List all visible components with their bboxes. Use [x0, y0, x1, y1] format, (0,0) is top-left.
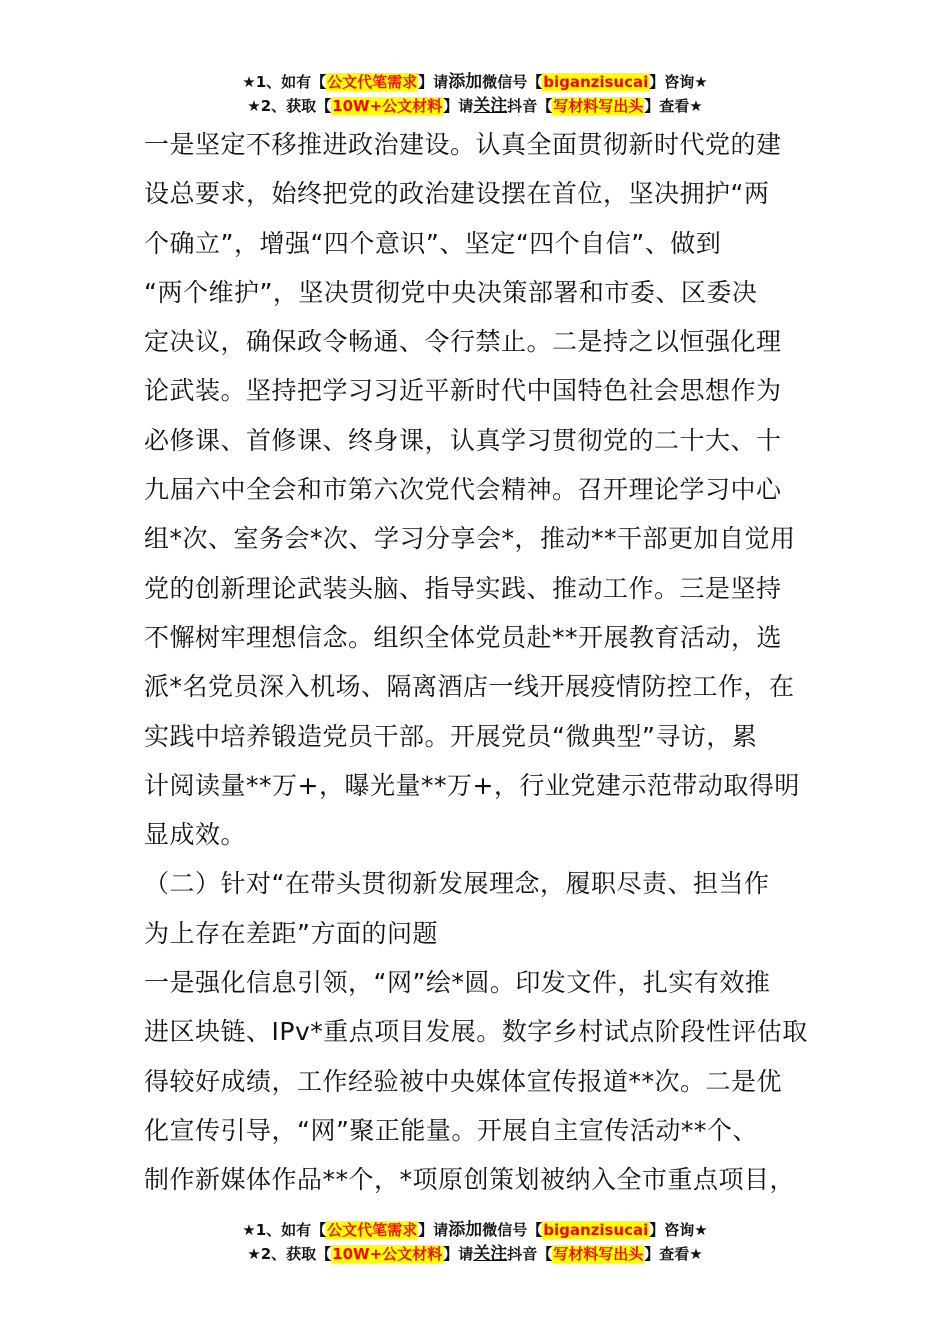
footer-promo-banner — [0, 1218, 950, 1266]
promo-text: 】请 — [443, 97, 474, 115]
section-heading-line: （二）针对“在带头贯彻新发展理念，履职尽责、担当作 — [144, 869, 770, 899]
promo-text: 】查看★ — [644, 1245, 703, 1263]
body-line: 不懈树牢理想信念。组织全体党员赴**开展教育活动，选 — [144, 622, 783, 652]
promo-text: 抖音【 — [507, 1245, 553, 1263]
body-line: 个确立”，增强“四个意识”、坚定“四个自信”、做到 — [144, 228, 722, 258]
promo-text: ★2、获取【 — [247, 97, 332, 115]
promo-douyin-id: 写材料写出头 — [553, 1245, 644, 1263]
body-line: 制作新媒体作品**个，*项原创策划被纳入全市重点项目， — [144, 1165, 796, 1195]
promo-text: ★2、获取【 — [247, 1245, 332, 1263]
promo-text: 】请 — [443, 1245, 474, 1263]
section-heading-line: 为上存在差距”方面的问题 — [144, 918, 438, 948]
promo-text: 微信号【 — [482, 73, 543, 91]
promo-text: 】查看★ — [644, 97, 703, 115]
body-line: 组*次、室务会*次、学习分享会*，推动**干部更加自觉用 — [144, 524, 796, 554]
promo-highlight: 10W+公文材料 — [332, 1245, 443, 1263]
body-line: 党的创新理论武装头脑、指导实践、推动工作。三是坚持 — [144, 573, 782, 603]
promo-text: 】咨询★ — [649, 73, 708, 91]
promo-highlight: 公文代笔需求 — [327, 73, 418, 91]
body-line: 计阅读量**万+，曝光量**万+，行业党建示范带动取得明 — [144, 770, 800, 800]
body-line: 一是坚定不移推进政治建设。认真全面贯彻新时代党的建 — [144, 130, 782, 159]
promo-line-wechat — [0, 1218, 950, 1242]
promo-text: 微信号【 — [482, 1221, 543, 1239]
promo-emphasis: 添加 — [448, 72, 483, 92]
body-line: 论武装。坚持把学习习近平新时代中国特色社会思想作为 — [144, 376, 782, 406]
body-line: “两个维护”，坚决贯彻党中央决策部署和市委、区委决 — [144, 277, 758, 307]
promo-highlight: 公文代笔需求 — [327, 1221, 418, 1239]
promo-emphasis: 关注 — [473, 96, 508, 116]
promo-wechat-id: biganzisucai — [543, 1221, 649, 1239]
body-line: 必修课、首修课、终身课，认真学习贯彻党的二十大、十 — [144, 425, 782, 455]
body-line: 化宣传引导，“网”聚正能量。开展自主宣传活动**个、 — [144, 1115, 758, 1145]
body-line: 进区块链、IPv*重点项目发展。数字乡村试点阶段性评估取 — [144, 1017, 808, 1047]
promo-line-douyin — [0, 94, 950, 118]
header-promo-banner — [0, 70, 950, 118]
body-line: 定决议，确保政令畅通、令行禁止。二是持之以恒强化理 — [144, 327, 782, 357]
promo-text: 】请 — [418, 1221, 449, 1239]
promo-text: 抖音【 — [507, 97, 553, 115]
promo-text: ★1、如有【 — [242, 73, 327, 91]
promo-wechat-id: biganzisucai — [543, 73, 649, 91]
promo-emphasis: 添加 — [448, 1220, 483, 1240]
body-line: 一是强化信息引领，“网”绘*圆。印发文件，扎实有效推 — [144, 968, 771, 998]
body-line: 九届六中全会和市第六次党代会精神。召开理论学习中心 — [144, 475, 782, 505]
promo-emphasis: 关注 — [473, 1244, 508, 1264]
body-line: 显成效。 — [144, 820, 247, 850]
body-line: 设总要求，始终把党的政治建设摆在首位，坚决拥护“两 — [144, 179, 770, 209]
document-body — [144, 120, 810, 1205]
body-line: 实践中培养锻造党员干部。开展党员“微典型”寻访，累 — [144, 721, 758, 751]
promo-text: 】咨询★ — [649, 1221, 708, 1239]
promo-line-douyin — [0, 1242, 950, 1266]
promo-line-wechat — [0, 70, 950, 94]
body-line: 派*名党员深入机场、隔离酒店一线开展疫情防控工作，在 — [144, 672, 795, 702]
body-line: 得较好成绩，工作经验被中央媒体宣传报道**次。二是优 — [144, 1066, 783, 1096]
promo-douyin-id: 写材料写出头 — [553, 97, 644, 115]
promo-text: 】请 — [418, 73, 449, 91]
promo-highlight: 10W+公文材料 — [332, 97, 443, 115]
promo-text: ★1、如有【 — [242, 1221, 327, 1239]
